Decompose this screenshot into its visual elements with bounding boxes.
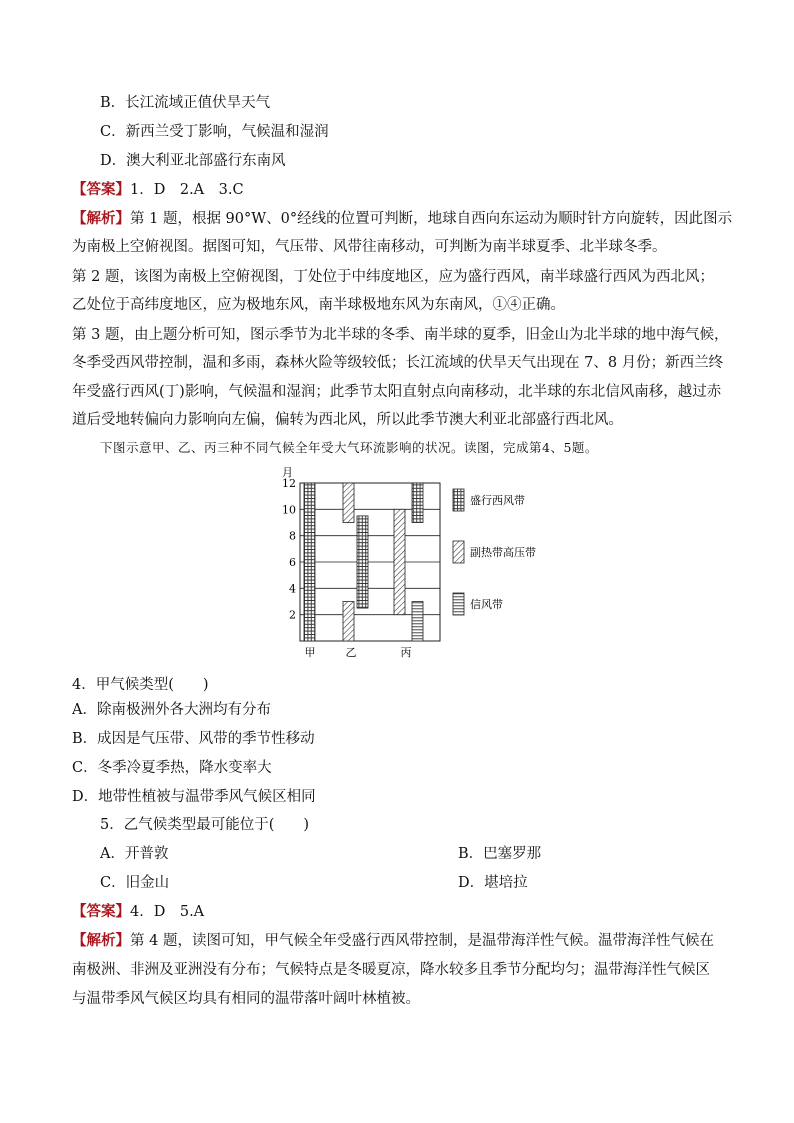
q5-option-d: D．堪培拉: [458, 875, 528, 891]
q5-option-b: B．巴塞罗那: [458, 846, 542, 862]
analysis-1-line: 为南极上空俯视图。据图可知，气压带、风带往南移动，可判断为南半球夏季、北半球冬季。: [72, 239, 667, 255]
x-category-label: 丙: [400, 646, 412, 659]
q5-row-2: [100, 873, 760, 893]
legend-label: 盛行西风带: [470, 494, 525, 507]
q5-option-c: C．旧金山: [100, 875, 170, 891]
analysis-1-line: 【解析】第 1 题，根据 90°W、0°经线的位置可判断，地球自西向东运动为顺时针方向旋转，因此图示: [72, 210, 733, 227]
legend-swatch: [453, 593, 464, 615]
answer-2: [72, 902, 732, 922]
analysis-2-line: 南极洲、非洲及亚洲没有分布；气候特点是冬暖夏凉，降水较多且季节分配均匀；温带海洋性气候区: [72, 962, 710, 978]
answer-text: 1．D 2.A 3.C: [130, 182, 244, 198]
chart-bar: [357, 516, 368, 608]
analysis-label: 【解析】: [72, 932, 130, 949]
q5-row-1: [100, 844, 760, 864]
chart-bar: [394, 509, 405, 614]
y-tick-label: 12: [282, 477, 296, 490]
analysis-label: 【解析】: [72, 210, 130, 227]
chart-bar: [343, 483, 354, 523]
analysis-1-line: 第 3 题，由上题分析可知，图示季节为北半球的冬季、南半球的夏季，旧金山为北半球的地中海气候，: [72, 327, 729, 343]
y-tick-label: 4: [289, 582, 296, 596]
q3-option-b: B．长江流域正值伏旱天气: [100, 95, 271, 111]
chart-bar: [412, 602, 423, 642]
answer-label: 【答案】: [72, 181, 130, 198]
question-intro: 下图示意甲、乙、丙三种不同气候全年受大气环流影响的状况。读图，完成第4、5题。: [100, 440, 598, 455]
analysis-1-line: 乙处位于高纬度地区，应为极地东风，南半球极地东风为东南风，①④正确。: [72, 297, 565, 313]
y-tick-label: 2: [289, 608, 296, 622]
q4-option-d: D．地带性植被与温带季风气候区相同: [72, 789, 316, 805]
analysis-1-line: 年受盛行西风(丁)影响，气候温和湿润；此季节太阳直射点向南移动，北半球的东北信风南移，越过赤: [72, 384, 722, 400]
q4-stem: 4．甲气候类型( ): [72, 677, 209, 693]
x-category-label: 甲: [304, 646, 316, 659]
q3-option-c: C．新西兰受丁影响，气候温和湿润: [100, 124, 329, 140]
y-axis-label: 月: [282, 466, 293, 479]
legend-label: 信风带: [470, 598, 503, 611]
legend-swatch: [453, 489, 464, 511]
analysis-2-line: 与温带季风气候区均具有相同的温带落叶阔叶林植被。: [72, 991, 420, 1007]
answer-label: 【答案】: [72, 903, 130, 920]
x-category-label: 乙: [345, 646, 357, 659]
chart-bar: [304, 483, 315, 641]
answer-text: 4．D 5.A: [130, 904, 205, 920]
q4-option-b: B．成因是气压带、风带的季节性移动: [72, 731, 315, 747]
q5-option-a: A．开普敦: [100, 846, 169, 862]
analysis-2-line: 【解析】第 4 题，读图可知，甲气候全年受盛行西风带控制，是温带海洋性气候。温带海洋性气候在: [72, 932, 714, 949]
answer-1: [72, 180, 732, 200]
q3-option-d: D．澳大利亚北部盛行东南风: [100, 153, 286, 169]
q5-stem: 5．乙气候类型最可能位于( ): [100, 817, 310, 833]
analysis-1-line: 第 2 题，该图为南极上空俯视图，丁处位于中纬度地区，应为盛行西风，南半球盛行西风为西北风；: [72, 269, 714, 285]
chart-bar: [343, 602, 354, 642]
legend-label: 副热带高压带: [470, 546, 536, 559]
analysis-1-line: 道后受地转偏向力影响向左偏，偏转为西北风，所以此季节澳大利亚北部盛行西北风。: [72, 412, 623, 428]
chart-bar: [412, 483, 423, 523]
climate-circulation-chart: [270, 464, 570, 664]
q4-option-a: A．除南极洲外各大洲均有分布: [72, 702, 271, 718]
y-tick-label: 8: [289, 529, 296, 543]
q4-option-c: C．冬季冷夏季热，降水变率大: [72, 760, 272, 776]
y-tick-label: 10: [282, 503, 296, 517]
y-tick-label: 6: [289, 556, 296, 569]
analysis-1-line: 冬季受西风带控制，温和多雨，森林火险等级较低；长江流域的伏旱天气出现在 7、8 月份；新西兰终: [72, 355, 724, 371]
legend-swatch: [453, 541, 464, 563]
